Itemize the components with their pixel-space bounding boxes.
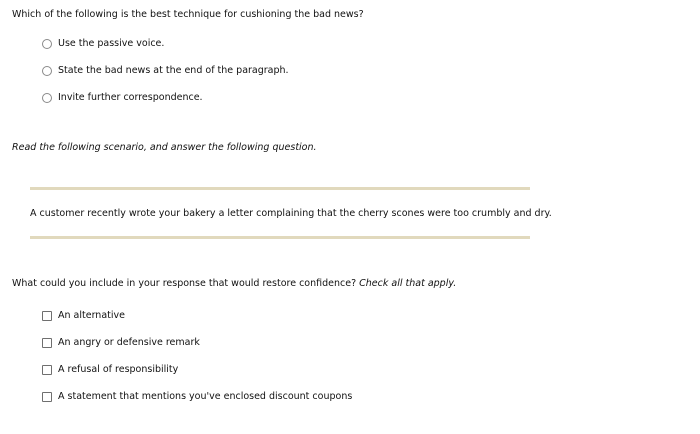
option-label: State the bad news at the end of the paragraph. bbox=[58, 65, 289, 76]
question-1-option-1[interactable] bbox=[42, 38, 164, 49]
question-1-prompt: Which of the following is the best technique for cushioning the bad news? bbox=[12, 9, 364, 20]
checkbox[interactable] bbox=[42, 392, 52, 402]
radio-button[interactable] bbox=[42, 66, 52, 76]
question-1-option-2[interactable] bbox=[42, 65, 289, 76]
question-2-option-1[interactable] bbox=[42, 310, 125, 321]
scenario-top-divider bbox=[30, 187, 530, 190]
question-2-option-4[interactable] bbox=[42, 391, 352, 402]
radio-button[interactable] bbox=[42, 39, 52, 49]
question-1-option-3[interactable] bbox=[42, 92, 203, 103]
option-label: Use the passive voice. bbox=[58, 38, 165, 49]
question-2-option-3[interactable] bbox=[42, 364, 178, 375]
scenario-text: A customer recently wrote your bakery a letter complaining that the cherry scones were too crumbly and dry. bbox=[30, 208, 552, 219]
question-2-prompt bbox=[12, 278, 456, 289]
scenario-bottom-divider bbox=[30, 236, 530, 239]
checkbox[interactable] bbox=[42, 311, 52, 321]
option-label: Invite further correspondence. bbox=[58, 92, 203, 103]
option-label: A statement that mentions you've enclosed discount coupons bbox=[58, 391, 353, 402]
question-2-prompt-text: What could you include in your response that would restore confidence? bbox=[12, 278, 357, 289]
option-label: An alternative bbox=[58, 310, 125, 321]
question-2-prompt-hint: Check all that apply. bbox=[359, 278, 457, 289]
checkbox[interactable] bbox=[42, 338, 52, 348]
scenario-instruction: Read the following scenario, and answer the following question. bbox=[12, 142, 317, 153]
radio-button[interactable] bbox=[42, 93, 52, 103]
option-label: An angry or defensive remark bbox=[58, 337, 200, 348]
question-2-option-2[interactable] bbox=[42, 337, 200, 348]
checkbox[interactable] bbox=[42, 365, 52, 375]
option-label: A refusal of responsibility bbox=[58, 364, 179, 375]
